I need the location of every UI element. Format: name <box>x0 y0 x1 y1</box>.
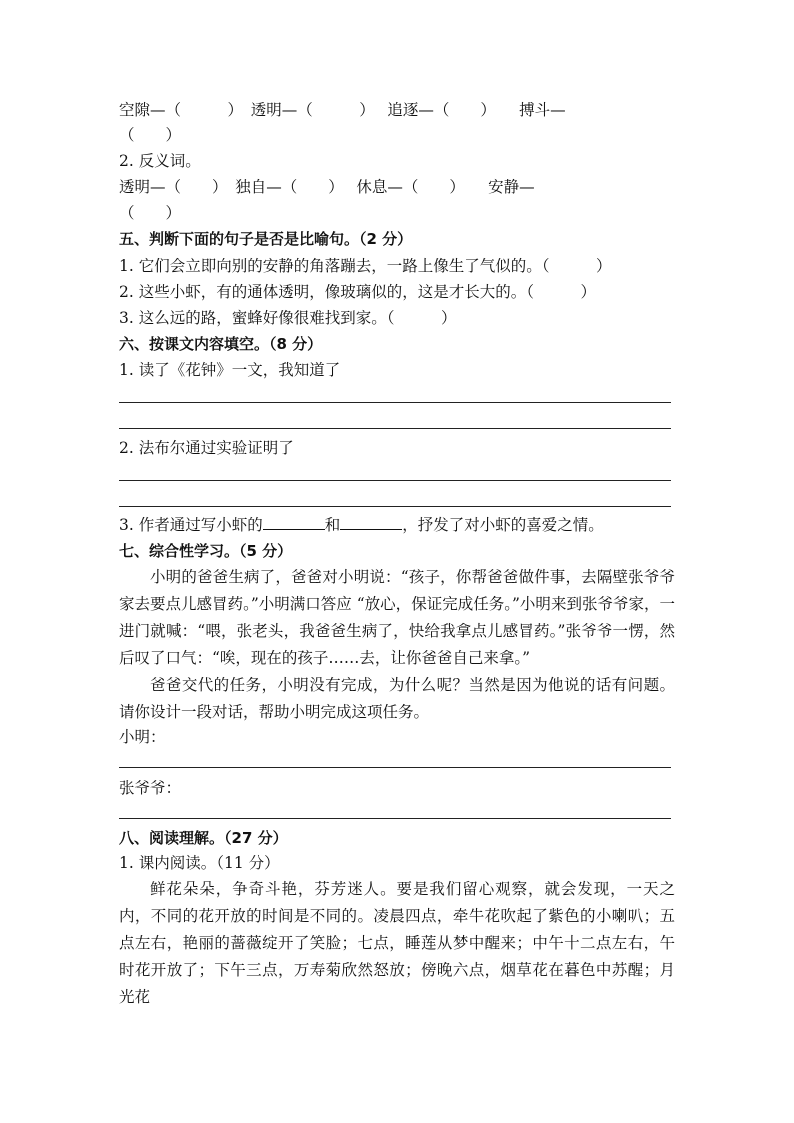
antonym-row-wrap: （ ） <box>119 204 182 222</box>
zhangyeye-label: 张爷爷： <box>119 779 182 797</box>
section-7-heading: 七、综合性学习。（5 分） <box>119 542 293 560</box>
question-6-2: 2. 法布尔通过实验证明了 <box>119 439 294 457</box>
question-8-1: 1. 课内阅读。（11 分） <box>119 854 280 872</box>
answer-line[interactable] <box>119 767 671 768</box>
passage-7-paragraph-1: 小明的爸爸生病了，爸爸对小明说：“孩子，你帮爸爸做件事，去隔壁张爷爷家去要点儿感冒药。”小明满口答应 “放心，保证完成任务。”小明来到张爷爷家，一进门就喊：“喂，张老头，我爸爸生病了，快给我拿点儿感冒药。”张爷爷一愣，然后叹了口气：“唉，现在的孩子……去，让你爸爸自己来拿。” <box>119 568 675 667</box>
answer-line[interactable] <box>119 480 671 481</box>
antonym-row: 透明—（ ） 独自—（ ） 休息—（ ） 安静— <box>119 178 535 196</box>
xiaoming-label: 小明： <box>119 728 166 746</box>
question-6-3-part-b: 和 <box>324 516 341 534</box>
question-6-3 <box>119 515 604 535</box>
section-6-heading: 六、按课文内容填空。（8 分） <box>119 335 323 353</box>
synonym-row: 空隙—（ ） 透明—（ ） 追逐—（ ） 搏斗— <box>119 101 566 119</box>
section-8-heading: 八、阅读理解。（27 分） <box>119 829 288 847</box>
synonym-row-wrap: （ ） <box>119 126 182 144</box>
question-5-1: 1. 它们会立即向别的安静的角落蹦去，一路上像生了气似的。（ ） <box>119 257 612 275</box>
fill-blank[interactable] <box>263 515 325 530</box>
section-5-heading: 五、判断下面的句子是否是比喻句。（2 分） <box>119 230 413 248</box>
fill-blank[interactable] <box>340 515 402 530</box>
question-5-3: 3. 这么远的路，蜜蜂好像很难找到家。（ ） <box>119 309 457 327</box>
antonym-heading: 2. 反义词。 <box>119 152 201 170</box>
question-6-1: 1. 读了《花钟》一文，我知道了 <box>119 361 341 379</box>
question-6-3-part-c: ，抒发了对小虾的喜爱之情。 <box>402 516 604 534</box>
question-6-3-part-a: 3. 作者通过写小虾的 <box>119 516 263 534</box>
passage-7-paragraph-2: 爸爸交代的任务，小明没有完成，为什么呢？当然是因为他说的话有问题。请你设计一段对话，帮助小明完成这项任务。 <box>119 676 675 721</box>
question-5-2: 2. 这些小虾，有的通体透明，像玻璃似的，这是才长大的。（ ） <box>119 283 596 301</box>
answer-line[interactable] <box>119 428 671 429</box>
answer-line[interactable] <box>119 402 671 403</box>
reading-passage: 鲜花朵朵，争奇斗艳，芬芳迷人。要是我们留心观察，就会发现，一天之内，不同的花开放的时间是不同的。凌晨四点，牵牛花吹起了紫色的小喇叭；五点左右，艳丽的蔷薇绽开了笑脸；七点，睡莲从梦中醒来；中午十二点左右，午时花开放了；下午三点，万寿菊欣然怒放；傍晚六点，烟草花在暮色中苏醒；月光花 <box>119 880 675 1006</box>
answer-line[interactable] <box>119 818 671 819</box>
answer-line[interactable] <box>119 506 671 507</box>
